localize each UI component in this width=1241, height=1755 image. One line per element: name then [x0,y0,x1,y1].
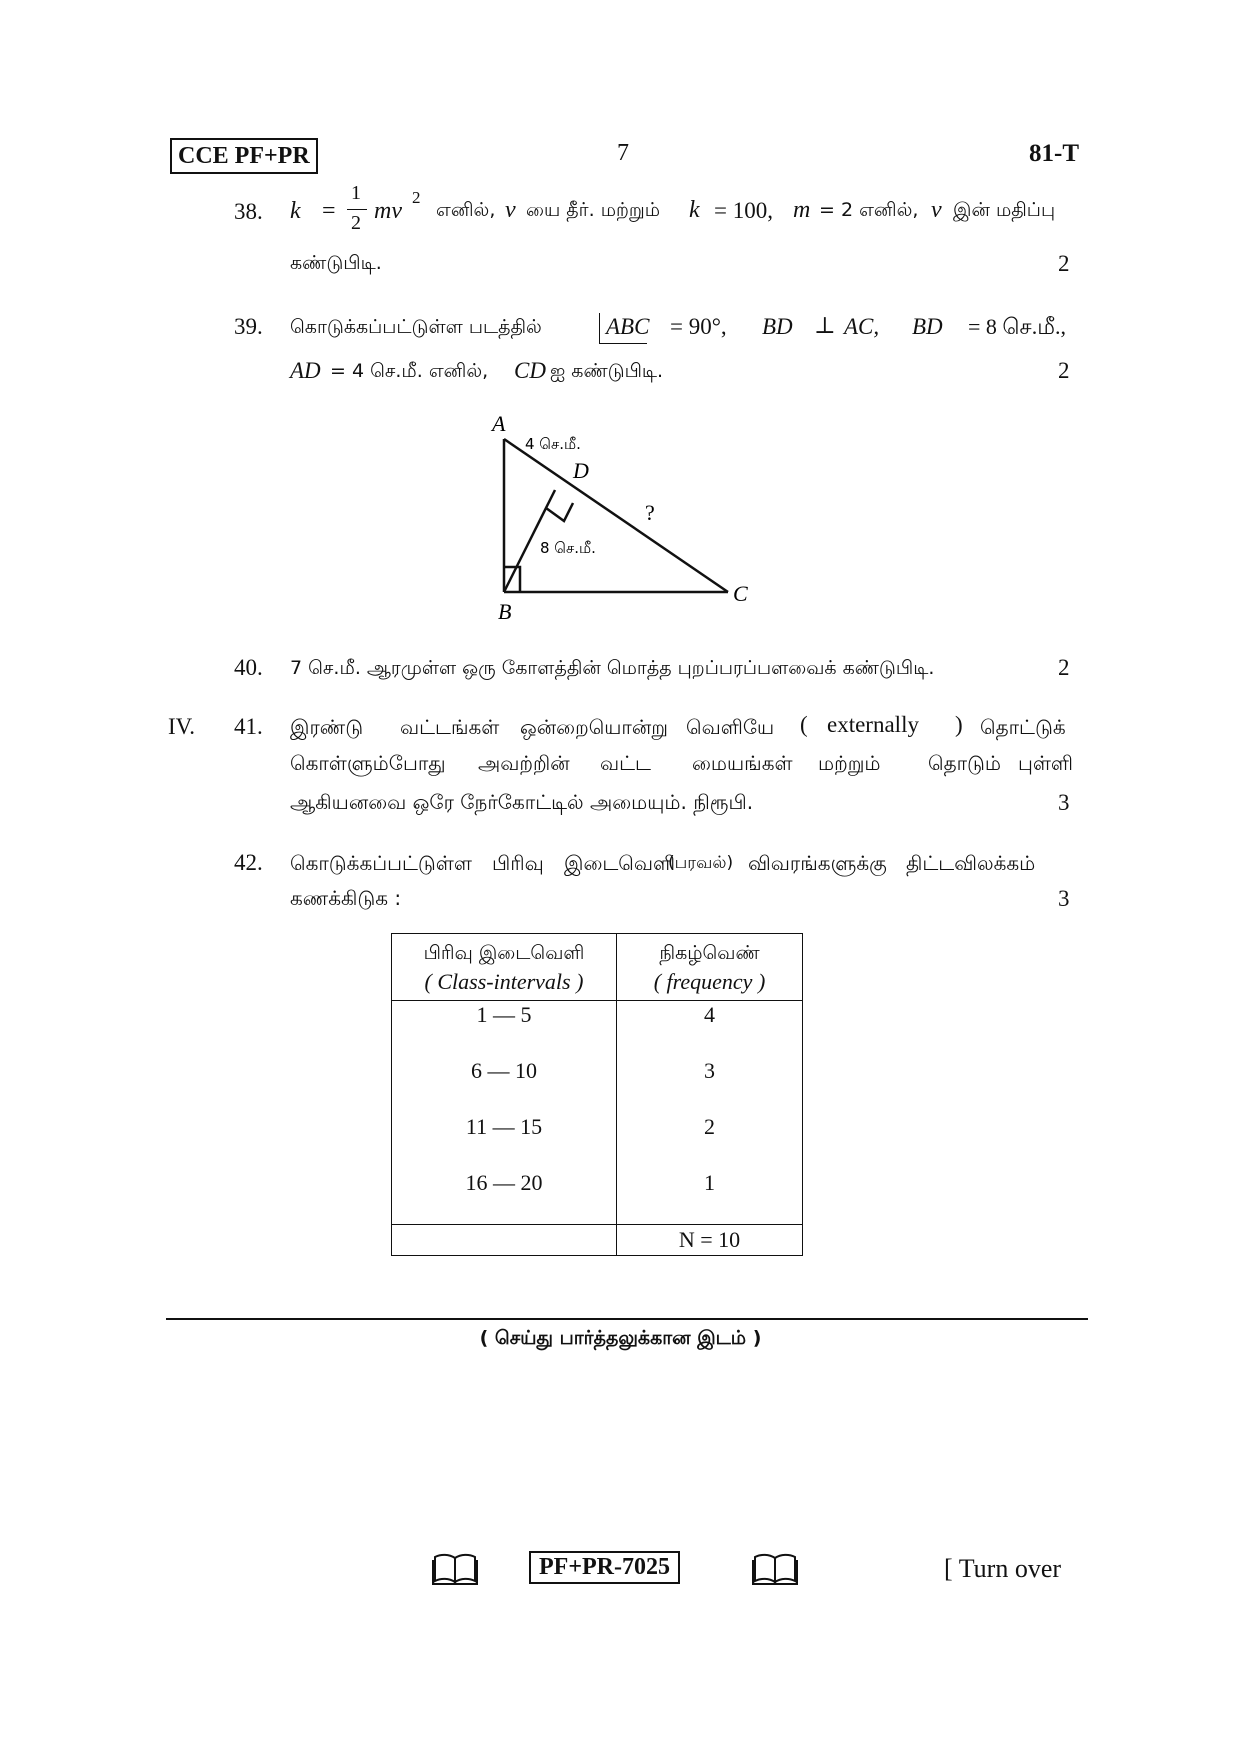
table-cell: 1 [704,1170,715,1195]
q41-marks: 3 [1058,790,1070,815]
label-unknown: ? [645,500,655,525]
page-number: 7 [617,140,629,166]
footer-paper-code: PF+PR-7025 [529,1551,680,1584]
section-number: IV. [168,714,196,739]
header-class-intervals: பிரிவு இடைவெளி ( Class-intervals ) [392,934,617,1001]
q40-number: 40. [234,655,263,680]
frequency-table [391,933,803,1256]
label-d: D [573,458,589,483]
table-cell: 11 — 15 [465,1114,543,1139]
total-cell: N = 10 [617,1225,803,1256]
book-icon [432,1552,478,1586]
class-interval-column [392,1001,617,1225]
table-cell: 6 — 10 [471,1058,537,1083]
paper-code-badge: CCE PF+PR [170,138,318,174]
table-cell: 1 — 5 [476,1002,532,1027]
total-empty-cell [392,1225,617,1256]
label-b: B [498,599,512,624]
q41-line1: இரண்டு வட்டங்கள் ஒன்றையொன்று வெளியே ( externally ) தொட்டுக் [290,712,1066,739]
table-cell: 4 [704,1002,715,1027]
q41-line3: ஆகியனவை ஒரே நேர்கோட்டில் அமையும். நிரூபி. [290,790,754,814]
right-angle-d [546,503,573,521]
side-ac [504,439,728,592]
q38-number: 38. [234,199,263,224]
q41-line2: கொள்ளும்போது அவற்றின் வட்ட மையங்கள் மற்றும் தொடும் புள்ளி [290,751,1074,775]
label-c: C [733,581,748,606]
q41-number: 41. [234,714,263,739]
label-a: A [492,411,506,436]
label-bd-length: 8 செ.மீ. [540,539,596,557]
book-icon [752,1552,798,1586]
q39-line1: கொடுக்கப்பட்டுள்ள படத்தில் ABC = 90°, BD ⊥ AC, BD = 8 செ.மீ., [288,305,1088,345]
header-frequency: நிகழ்வெண் ( frequency ) [617,934,803,1001]
right-triangle-figure [480,405,780,635]
divider-line [166,1318,1088,1320]
rough-work-label: ( செய்து பார்த்தலுக்கான இடம் ) [479,1327,762,1349]
q38-line1: k = 1 2 mv 2 எனில், v யை தீர். மற்றும் k = 100, m = 2 எனில், v இன் மதிப்பு [290,182,1056,234]
frequency-column [617,1001,803,1225]
table-cell: 16 — 20 [465,1170,543,1195]
q42-line2: கணக்கிடுக : [290,886,402,910]
turn-over-label: [ Turn over [944,1554,1062,1583]
paper-id: 81-T [1029,140,1079,167]
q38-marks: 2 [1058,251,1070,276]
table-cell: 2 [704,1114,715,1139]
q40-text: 7 செ.மீ. ஆரமுள்ள ஒரு கோளத்தின் மொத்த புறப்பரப்பளவைக் கண்டுபிடி. [290,657,935,679]
label-ad-length: 4 செ.மீ. [525,435,581,453]
q42-line1: கொடுக்கப்பட்டுள்ள பிரிவு இடைவெளி (பரவல்) விவரங்களுக்கு திட்டவிலக்கம் [290,851,1036,875]
q40-marks: 2 [1058,655,1070,680]
table-total-row [392,1225,803,1256]
table-cell: 3 [704,1058,715,1083]
q39-number: 39. [234,314,263,339]
table-body-row [392,1001,803,1225]
q38-line2: கண்டுபிடி. [290,252,382,274]
q39-line2: AD = 4 செ.மீ. எனில், CD ஐ கண்டுபிடி. [290,358,664,383]
q42-number: 42. [234,850,263,875]
q42-marks: 3 [1058,886,1070,911]
q39-marks: 2 [1058,358,1070,383]
